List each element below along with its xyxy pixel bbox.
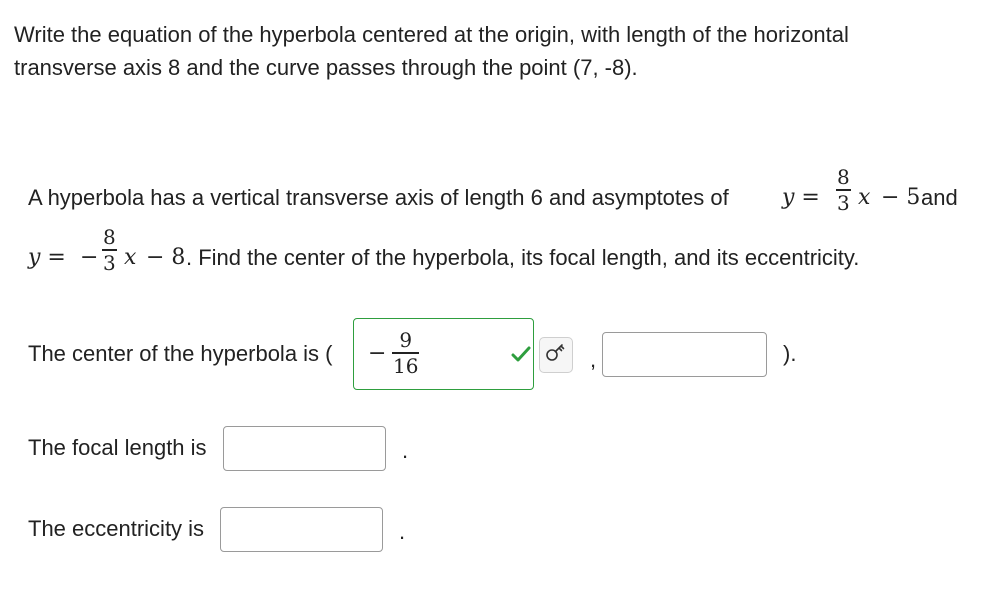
asymptote-2-lhs: y = <box>28 245 66 270</box>
focal-length-label: The focal length is <box>28 435 207 460</box>
center-label: The center of the hyperbola is ( <box>28 341 333 366</box>
asymptote-2-denominator: 3 <box>103 250 116 275</box>
asymptote-1-var: x <box>858 185 871 210</box>
center-x-sign: − <box>368 341 387 366</box>
question-line-1: Write the equation of the hyperbola centered at the origin, with length of the horizontal <box>14 22 849 47</box>
focal-length-input[interactable] <box>223 426 386 471</box>
key-icon <box>545 343 567 368</box>
eccentricity-input[interactable] <box>220 507 383 552</box>
asymptote-2-tail: − 8 <box>146 245 186 270</box>
center-comma: , <box>590 347 597 372</box>
asymptote-2-numerator: 8 <box>103 225 116 249</box>
asymptote-1-lhs: y = <box>782 185 820 210</box>
asymptote-1-tail: − 5 <box>881 185 921 210</box>
center-x-fraction <box>392 329 419 377</box>
asymptote-1-denominator: 3 <box>837 190 850 215</box>
center-y-input[interactable] <box>602 332 767 377</box>
asymptote-2-fraction <box>102 226 117 274</box>
and-word: and <box>921 185 958 210</box>
problem-line-2-text: . Find the center of the hyperbola, its focal length, and its eccentricity. <box>186 245 860 270</box>
eccentricity-period: . <box>399 519 406 544</box>
key-icon-button[interactable] <box>539 337 573 373</box>
asymptote-1-numerator: 8 <box>837 165 850 189</box>
center-x-answer-field[interactable] <box>353 318 534 390</box>
problem-line-1-text: A hyperbola has a vertical transverse axis of length 6 and asymptotes of <box>28 185 729 210</box>
asymptote-2-minus: − <box>80 245 99 270</box>
asymptote-2-var: x <box>124 245 137 270</box>
focal-length-period: . <box>402 438 409 463</box>
center-x-numerator: 9 <box>399 328 413 352</box>
eccentricity-label: The eccentricity is <box>28 516 205 541</box>
question-line-2: transverse axis 8 and the curve passes through the point (7, -8). <box>14 55 638 80</box>
center-close-paren: ). <box>783 341 797 366</box>
checkmark-icon <box>511 345 531 368</box>
center-x-denominator: 16 <box>393 353 419 378</box>
asymptote-1-fraction <box>836 166 851 214</box>
